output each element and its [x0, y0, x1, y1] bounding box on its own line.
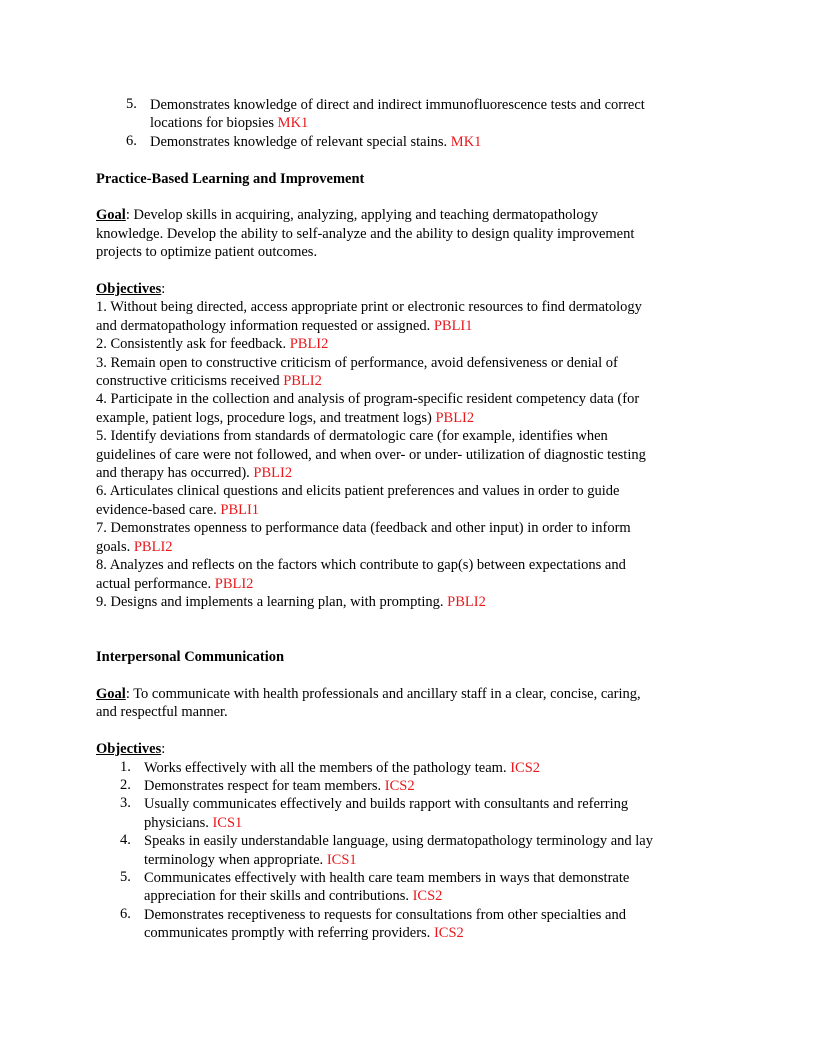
list-number: 1. [120, 758, 131, 775]
list-item: 3. Usually communicates effectively and builds rapport with consultants and referring physicians. ICS1 [120, 795, 629, 831]
list-item [96, 133, 716, 151]
competency-code: PBLI2 [435, 409, 475, 426]
list-number: 2. [120, 776, 131, 793]
list-item: 1. Without being directed, access appropriate print or electronic resources to find dermatology and dermatopathology information requested or assigned. PBLI1 [96, 299, 642, 334]
competency-code: ICS1 [212, 814, 243, 831]
list-number: 3. [120, 795, 131, 812]
objectives-heading: Objectives: [96, 741, 166, 758]
competency-code: PBLI2 [283, 373, 322, 390]
objectives-label: Objectives [96, 741, 162, 758]
spacer [96, 667, 716, 685]
list-item: 2. Consistently ask for feedback. PBLI2 [96, 336, 329, 353]
objectives-heading: Objectives: [96, 281, 166, 298]
spacer [96, 722, 716, 740]
list-number: 5. [120, 868, 131, 885]
competency-code: PBLI1 [433, 317, 473, 334]
competency-code: PBLI2 [447, 593, 486, 610]
list-item: 2. Demonstrates respect for team members. ICS2 [120, 776, 415, 794]
competency-code: ICS2 [510, 759, 541, 776]
mk-list [96, 96, 716, 151]
spacer [96, 151, 716, 169]
list-number: 4. [120, 832, 131, 849]
competency-code: ICS1 [326, 851, 357, 868]
list-item: 8. Analyzes and reflects on the factors which contribute to gap(s) between expectations and actual performance. PBLI2 [96, 557, 626, 592]
competency-code: PBLI2 [253, 465, 293, 482]
list-item [96, 96, 716, 133]
ics-objectives [96, 759, 716, 943]
spacer [96, 188, 716, 206]
competency-code: MK1 [450, 133, 482, 150]
competency-code: ICS2 [384, 777, 415, 794]
competency-code: PBLI1 [220, 501, 260, 518]
list-item: 6. Articulates clinical questions and elicits patient preferences and values in order to guide evidence-based care. PBLI1 [96, 483, 620, 518]
list-text: Demonstrates knowledge of direct and indirect immunofluorescence tests and correct [150, 97, 645, 113]
pbli-goal: Goal: Develop skills in acquiring, analyzing, applying and teaching dermatopathology knowledge. Develop the ability to self-analyze and the ability to design quality improvement projects to optimize patient outcomes. [96, 207, 635, 261]
goal-label: Goal [96, 685, 126, 702]
list-item: 4. Participate in the collection and analysis of program-specific resident competency data (for example, patient logs, procedure logs, and treatment logs) PBLI2 [96, 391, 640, 426]
list-item: 5. Communicates effectively with health care team members in ways that demonstrate appreciation for their skills and contributions. ICS2 [120, 868, 630, 905]
list-number: 6. [126, 132, 137, 149]
list-item: 6. Demonstrates receptiveness to requests for consultations from other specialties and communicates promptly with referring providers. ICS2 [120, 905, 626, 942]
pbli-objectives [96, 298, 716, 611]
objectives-label: Objectives [96, 281, 162, 298]
list-item: 3. Remain open to constructive criticism of performance, avoid defensiveness or denial of constructive criticisms received PBLI2 [96, 354, 618, 390]
competency-code: PBLI2 [214, 575, 254, 592]
list-number: 6. [120, 905, 131, 922]
section-heading-ics: Interpersonal Communication [96, 649, 285, 666]
list-item: 1. Works effectively with all the members of the pathology team. ICS2 [120, 758, 541, 776]
competency-code: ICS2 [433, 925, 464, 942]
list-item: 4. Speaks in easily understandable language, using dermatopathology terminology and lay terminology when appropriate. ICS1 [120, 832, 653, 868]
spacer [96, 262, 716, 280]
competency-code: ICS2 [412, 888, 443, 905]
competency-code: MK1 [277, 115, 309, 132]
list-item: 5. Identify deviations from standards of dermatologic care (for example, identifies when guidelines of care were not followed, and when over- or under- utilization of diagnostic testing and therapy has occurred). PBLI2 [96, 428, 646, 482]
list-item: 9. Designs and implements a learning plan, with prompting. PBLI2 [96, 593, 486, 610]
goal-label: Goal [96, 207, 126, 224]
list-number: 5. [126, 96, 137, 112]
competency-code: PBLI2 [133, 538, 173, 555]
ics-goal: Goal: To communicate with health professionals and ancillary staff in a clear, concise, caring, and respectful manner. [96, 685, 641, 721]
spacer [96, 611, 716, 648]
list-text-last: locations for biopsies MK1 [150, 115, 309, 132]
list-item: 7. Demonstrates openness to performance data (feedback and other input) in order to inform goals. PBLI2 [96, 520, 631, 555]
section-heading-pbli: Practice-Based Learning and Improvement [96, 170, 365, 187]
list-text-last: Demonstrates knowledge of relevant special stains. MK1 [150, 133, 482, 150]
document-page [96, 96, 716, 943]
competency-code: PBLI2 [289, 336, 329, 353]
